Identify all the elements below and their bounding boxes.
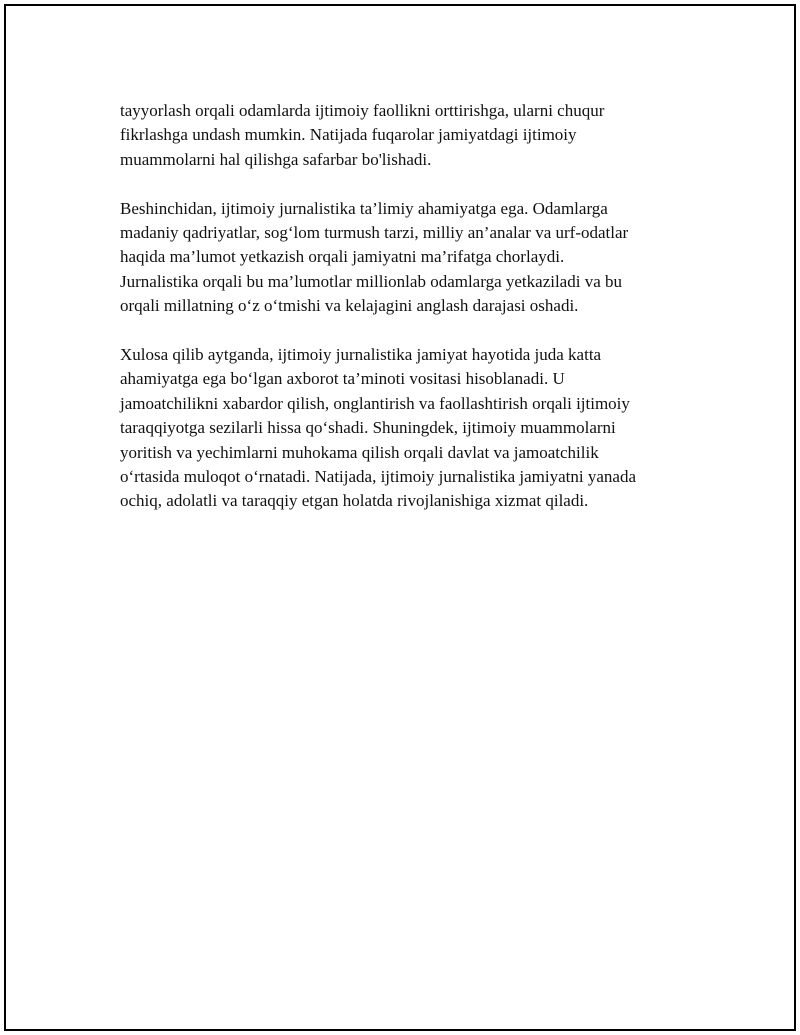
page-frame	[4, 4, 796, 1031]
document-body	[120, 99, 700, 538]
paragraph-3: Xulosa qilib aytganda, ijtimoiy jurnalistika jamiyat hayotida juda katta ahamiyatga ega bo‘lgan axborot ta’minoti vositasi hisoblanadi. U jamoatchilikni xabardor qilish, onglantirish va faollashtirish orqali ijtimoiy taraqqiyotga sezilarli hissa qo‘shadi. Shuningdek, ijtimoiy muammolarni yoritish va yechimlarni muhokama qilish orqali davlat va jamoatchilik o‘rtasida muloqot o‘rnatadi. Natijada, ijtimoiy jurnalistika jamiyatni yanada ochiq, adolatli va taraqqiy etgan holatda rivojlanishiga xizmat qiladi.	[120, 345, 637, 511]
paragraph-2: Beshinchidan, ijtimoiy jurnalistika ta’limiy ahamiyatga ega. Odamlarga madaniy qadriyatlar, sog‘lom turmush tarzi, milliy an’analar va urf-odatlar haqida ma’lumot yetkazish orqali jamiyatni ma’rifatga chorlaydi. Jurnalistika orqali bu ma’lumotlar millionlab odamlarga yetkaziladi va bu orqali millatning o‘z o‘tmishi va kelajagini anglash darajasi oshadi.	[120, 198, 629, 316]
paragraph-1: tayyorlash orqali odamlarda ijtimoiy faollikni orttirishga, ularni chuqur fikrlashga undash mumkin. Natijada fuqarolar jamiyatdagi ijtimoiy muammolarni hal qilishga safarbar bo'lishadi.	[120, 101, 605, 169]
